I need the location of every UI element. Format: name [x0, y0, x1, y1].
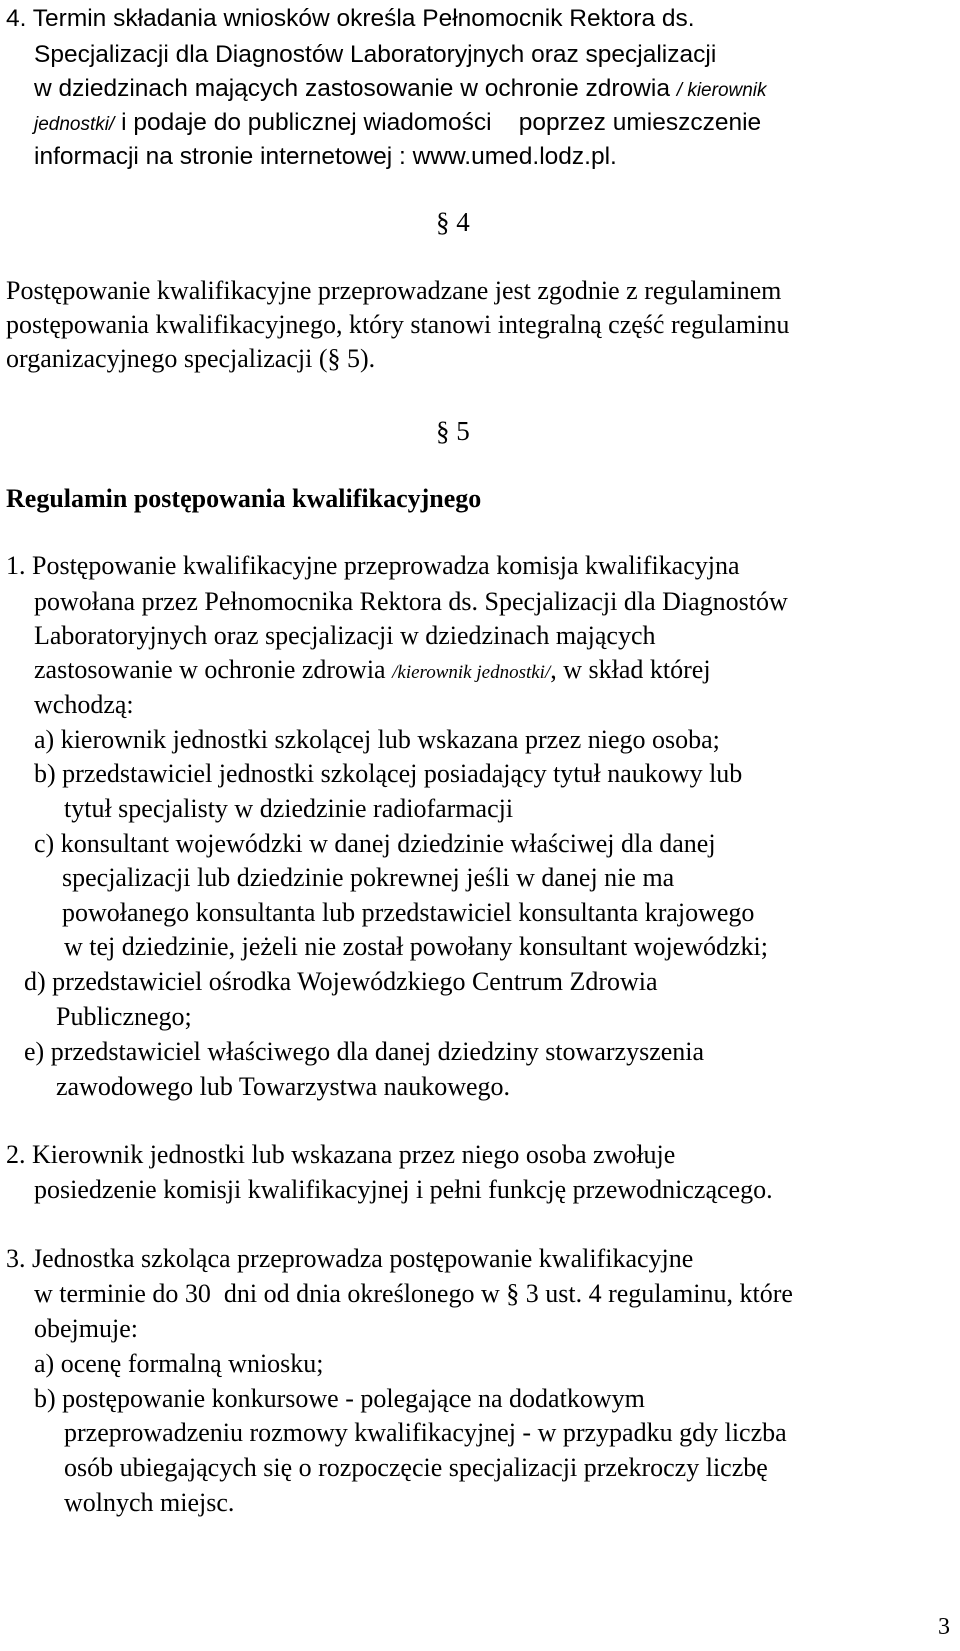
- point-1-item-a: a) kierownik jednostki szkolącej lub wskazana przez niego osoba;: [34, 725, 720, 754]
- point-3-item-b-line-4: wolnych miejsc.: [64, 1488, 235, 1517]
- item-4-line-4-text: i podaje do publicznej wiadomości poprzez umieszczenie: [114, 109, 762, 136]
- section-5-title: Regulamin postępowania kwalifikacyjnego: [6, 484, 482, 513]
- point-1-item-e-line-1: e) przedstawiciel właściwego dla danej dziedziny stowarzyszenia: [24, 1037, 705, 1066]
- item-4-line-2: Specjalizacji dla Diagnostów Laboratoryjnych oraz specjalizacji: [34, 41, 717, 68]
- point-1-item-d-line-2: Publicznego;: [56, 1002, 192, 1031]
- point-1-item-c-line-4: w tej dziedzinie, jeżeli nie został powołany konsultant wojewódzki;: [64, 932, 768, 961]
- section-4-line-3: organizacyjnego specjalizacji (§ 5).: [6, 344, 376, 373]
- point-1-line-2: powołana przez Pełnomocnika Rektora ds. Specjalizacji dla Diagnostów: [34, 587, 788, 616]
- item-4-italic-kierownik: / kierownik: [676, 80, 767, 101]
- item-4-line-1: 4. Termin składania wniosków określa Pełnomocnik Rektora ds.: [6, 5, 695, 32]
- item-4-line-3: [34, 74, 767, 106]
- section-4-line-2: postępowania kwalifikacyjnego, który stanowi integralną część regulaminu: [6, 310, 790, 339]
- point-1-line-1: 1. Postępowanie kwalifikacyjne przeprowadza komisja kwalifikacyjna: [6, 551, 740, 580]
- point-3-line-3: obejmuje:: [34, 1314, 138, 1343]
- point-1-item-d-line-1: d) przedstawiciel ośrodka Wojewódzkiego Centrum Zdrowia: [24, 967, 658, 996]
- point-1-line-3: Laboratoryjnych oraz specjalizacji w dziedzinach mających: [34, 621, 656, 650]
- point-2-line-1: 2. Kierownik jednostki lub wskazana przez niego osoba zwołuje: [6, 1140, 676, 1169]
- section-4-heading: § 4: [436, 207, 470, 237]
- point-2-line-2: posiedzenie komisji kwalifikacyjnej i pełni funkcję przewodniczącego.: [34, 1175, 773, 1204]
- page-number: 3: [938, 1614, 950, 1640]
- point-1-item-c-line-1: c) konsultant wojewódzki w danej dziedzinie właściwej dla danej: [34, 829, 716, 858]
- item-4-italic-jednostki: jednostki/: [34, 114, 115, 135]
- point-1-item-e-line-2: zawodowego lub Towarzystwa naukowego.: [56, 1072, 511, 1101]
- point-3-item-a: a) ocenę formalną wniosku;: [34, 1349, 324, 1378]
- point-1-line-4-text: zastosowanie w ochronie zdrowia: [34, 655, 393, 684]
- point-1-item-b-line-2: tytuł specjalisty w dziedzinie radiofarmacji: [64, 794, 514, 823]
- point-3-line-1: 3. Jednostka szkoląca przeprowadza postępowanie kwalifikacyjne: [6, 1244, 694, 1273]
- item-4-line-5: informacji na stronie internetowej : www.umed.lodz.pl.: [34, 143, 617, 170]
- point-3-item-b-line-3: osób ubiegających się o rozpoczęcie specjalizacji przekroczy liczbę: [64, 1453, 768, 1482]
- item-4-line-4: [34, 108, 761, 140]
- point-3-item-b-line-2: przeprowadzeniu rozmowy kwalifikacyjnej - w przypadku gdy liczba: [64, 1418, 787, 1447]
- point-1-item-b-line-1: b) przedstawiciel jednostki szkolącej posiadający tytuł naukowy lub: [34, 759, 743, 788]
- point-1-item-c-line-3: powołanego konsultanta lub przedstawiciel konsultanta krajowego: [62, 898, 755, 927]
- point-1-line-5: wchodzą:: [34, 690, 134, 719]
- item-4-line-3-text: w dziedzinach mających zastosowanie w ochronie zdrowia: [34, 75, 677, 102]
- point-1-item-c-line-2: specjalizacji lub dziedzinie pokrewnej jeśli w danej nie ma: [62, 863, 675, 892]
- point-1-italic-kierownik-jednostki: /kierownik jednostki/: [392, 662, 551, 683]
- section-4-line-1: Postępowanie kwalifikacyjne przeprowadzane jest zgodnie z regulaminem: [6, 276, 782, 305]
- point-3-line-2: w terminie do 30 dni od dnia określonego w § 3 ust. 4 regulaminu, które: [34, 1279, 793, 1308]
- point-1-line-4: [34, 655, 711, 687]
- point-3-item-b-line-1: b) postępowanie konkursowe - polegające na dodatkowym: [34, 1384, 645, 1413]
- point-1-line-4-end: , w skład której: [550, 655, 711, 684]
- section-5-heading: § 5: [436, 416, 470, 446]
